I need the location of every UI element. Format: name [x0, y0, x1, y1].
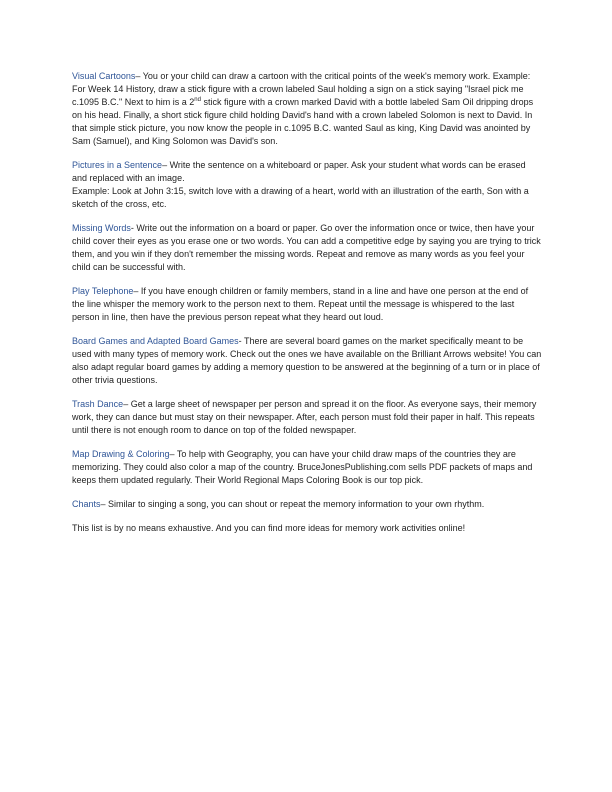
paragraph-play-telephone: [72, 285, 542, 324]
heading-trash-dance: Trash Dance: [72, 399, 124, 409]
text-visual-cartoons-part2: stick figure with a crown marked David with a bottle labeled Sam Oil dripping drops on his head. Finally, a short stick figure child holding David's hand with a crown labeled Solomon is next to David. In that simple stick picture, you now know the people in c.1095 B.C. wanted Saul as king, King David was anointed by Sam (Samuel), and King Solomon was David's son.: [72, 97, 534, 146]
paragraph-closing: [72, 522, 542, 535]
superscript-nd: nd: [194, 97, 201, 103]
text-play-telephone: – If you have enough children or family members, stand in a line and have one person at the end of the line whisper the memory work to the person next to them. Repeat until the message is whispered to the last person in line, then have the previous person repeat what they heard out loud.: [72, 286, 529, 322]
heading-board-games: Board Games and Adapted Board Games: [72, 336, 239, 346]
heading-missing-words: Missing Words: [72, 223, 131, 233]
text-trash-dance: – Get a large sheet of newspaper per person and spread it on the floor. As everyone says, their memory work, they can dance but must stay on their newspaper. After, each person must fold their paper in half. This repeats until there is not enough room to dance on top of the folded newspaper.: [72, 399, 537, 435]
text-map-drawing: – To help with Geography, you can have your child draw maps of the countries they are memorizing. They could also color a map of the country. BruceJonesPublishing.com sells PDF packets of maps and keeps them updated regularly. Their World Regional Maps Coloring Book is our top pick.: [72, 449, 533, 485]
paragraph-map-drawing: [72, 448, 542, 487]
text-board-games: - There are several board games on the market specifically meant to be used with many types of memory work. Check out the ones we have available on the Brilliant Arrows website! You can also adapt regular board games by adding a memory question to be answered at the beginning of a turn or in place of other trivia questions.: [72, 336, 542, 385]
paragraph-board-games: [72, 335, 542, 387]
paragraph-trash-dance: [72, 398, 542, 437]
text-missing-words: - Write out the information on a board or paper. Go over the information once or twice, then have your child cover their eyes as you erase one or two words. You can add a competitive edge by saying you are trying to trick them, and you win if they don't remember the missing words. Repeat and remove as many words as you feel your child can be successful with.: [72, 223, 541, 272]
heading-play-telephone: Play Telephone: [72, 286, 134, 296]
text-pictures-in-a-sentence-example: Example: Look at John 3:15, switch love with a drawing of a heart, world with an illustration of the earth, Son with a sketch of the cross, etc.: [72, 186, 529, 209]
text-pictures-in-a-sentence: – Write the sentence on a whiteboard or paper. Ask your student what words can be erased and replaced with an image.: [72, 160, 526, 183]
document-page: [72, 70, 542, 546]
paragraph-chants: [72, 498, 542, 511]
heading-visual-cartoons: Visual Cartoons: [72, 71, 136, 81]
paragraph-missing-words: [72, 222, 542, 274]
paragraph-pictures-in-a-sentence: [72, 159, 542, 211]
heading-pictures-in-a-sentence: Pictures in a Sentence: [72, 160, 163, 170]
text-closing: This list is by no means exhaustive. And you can find more ideas for memory work activities online!: [72, 523, 466, 533]
heading-chants: Chants: [72, 499, 101, 509]
paragraph-visual-cartoons: [72, 70, 542, 148]
heading-map-drawing: Map Drawing & Coloring: [72, 449, 170, 459]
text-visual-cartoons-part1: – You or your child can draw a cartoon with the critical points of the week's memory work. Example: For Week 14 History, draw a stick figure with a crown labeled Saul holding a sign on a stick saying "Israel pick me c.1095 B.C." Next to him is a 2: [72, 71, 531, 107]
text-chants: – Similar to singing a song, you can shout or repeat the memory information to your own rhythm.: [100, 499, 485, 509]
